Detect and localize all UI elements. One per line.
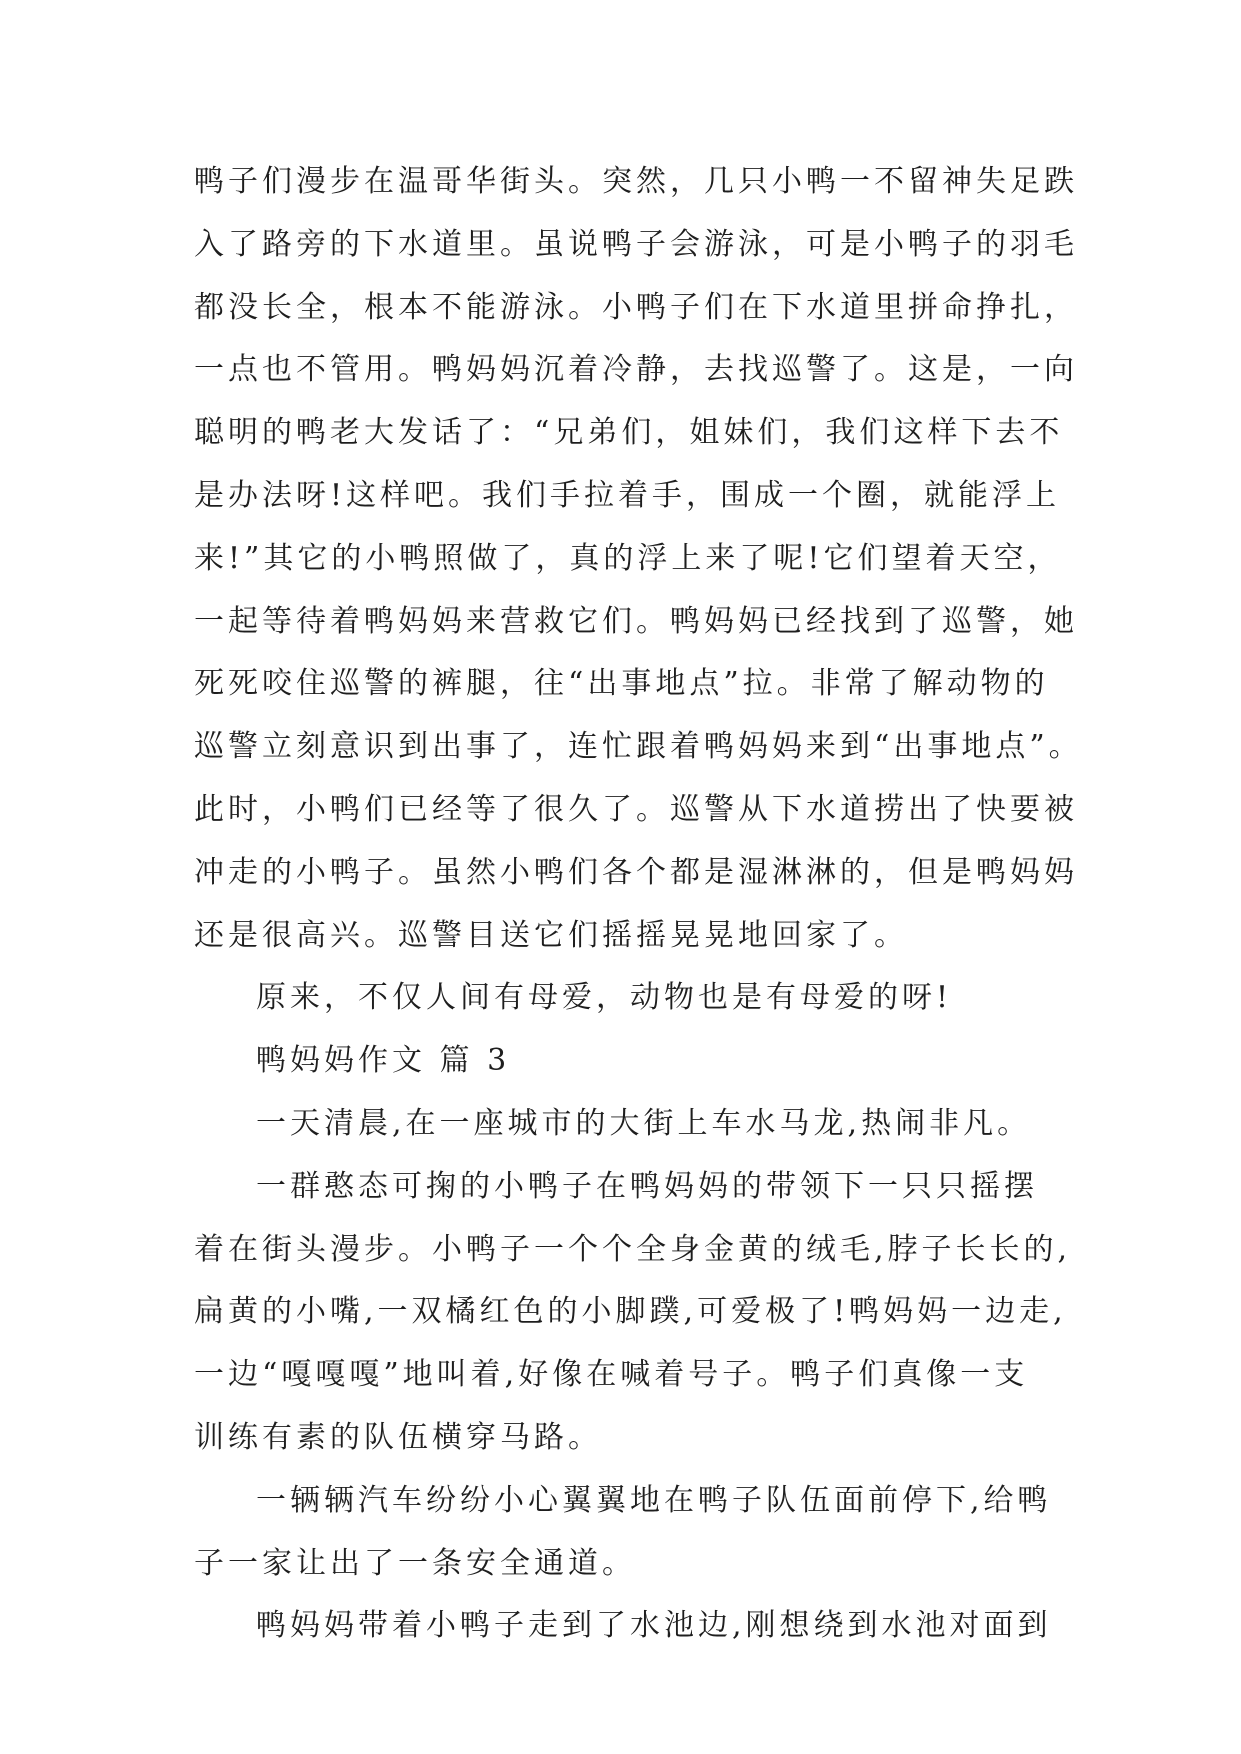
text-line: 一辆辆汽车纷纷小心翼翼地在鸭子队伍面前停下,给鸭 — [256, 1482, 1052, 1518]
text-line: 都没长全，根本不能游泳。小鸭子们在下水道里拼命挣扎， — [194, 289, 1078, 325]
text-line: 子一家让出了一条安全通道。 — [194, 1545, 636, 1581]
text-line: 来!”其它的小鸭照做了，真的浮上来了呢!它们望着天空， — [194, 540, 1062, 576]
text-line: 一天清晨,在一座城市的大街上车水马龙,热闹非凡。 — [256, 1105, 1032, 1141]
text-line: 鸭子们漫步在温哥华街头。突然，几只小鸭一不留神失足跌 — [194, 164, 1078, 199]
text-line: 一边“嘎嘎嘎”地叫着,好像在喊着号子。鸭子们真像一支 — [194, 1357, 1029, 1393]
text-line: 是办法呀!这样吧。我们手拉着手，围成一个圈，就能浮上 — [194, 477, 1061, 513]
text-line: 入了路旁的下水道里。虽说鸭子会游泳，可是小鸭子的羽毛 — [194, 226, 1078, 262]
text-line: 着在街头漫步。小鸭子一个个全身金黄的绒毛,脖子长长的, — [194, 1231, 1072, 1267]
text-line: 原来，不仅人间有母爱，动物也是有母爱的呀! — [256, 980, 953, 1016]
section-heading: 鸭妈妈作文 篇 3 — [256, 1043, 511, 1079]
text-line: 扁黄的小嘴,一双橘红色的小脚蹼,可爱极了!鸭妈妈一边走, — [194, 1294, 1067, 1330]
text-line: 鸭妈妈带着小鸭子走到了水池边,刚想绕到水池对面到 — [256, 1608, 1052, 1644]
text-line: 一群憨态可掬的小鸭子在鸭妈妈的带领下一只只摇摆 — [256, 1168, 1038, 1204]
text-line: 死死咬住巡警的裤腿，往“出事地点”拉。非常了解动物的 — [194, 666, 1049, 702]
document-body — [194, 151, 1083, 1658]
text-line: 此时，小鸭们已经等了很久了。巡警从下水道捞出了快要被 — [194, 791, 1078, 827]
text-line: 冲走的小鸭子。虽然小鸭们各个都是湿淋淋的，但是鸭妈妈 — [194, 854, 1078, 890]
text-line: 还是很高兴。巡警目送它们摇摇晃晃地回家了。 — [194, 917, 908, 953]
text-line: 聪明的鸭老大发话了：“兄弟们，姐妹们，我们这样下去不 — [194, 415, 1064, 451]
text-line: 巡警立刻意识到出事了，连忙跟着鸭妈妈来到“出事地点”。 — [194, 729, 1083, 765]
text-line: 一点也不管用。鸭妈妈沉着冷静，去找巡警了。这是，一向 — [194, 352, 1078, 388]
text-line: 训练有素的队伍横穿马路。 — [194, 1419, 602, 1455]
text-line: 一起等待着鸭妈妈来营救它们。鸭妈妈已经找到了巡警，她 — [194, 603, 1078, 639]
